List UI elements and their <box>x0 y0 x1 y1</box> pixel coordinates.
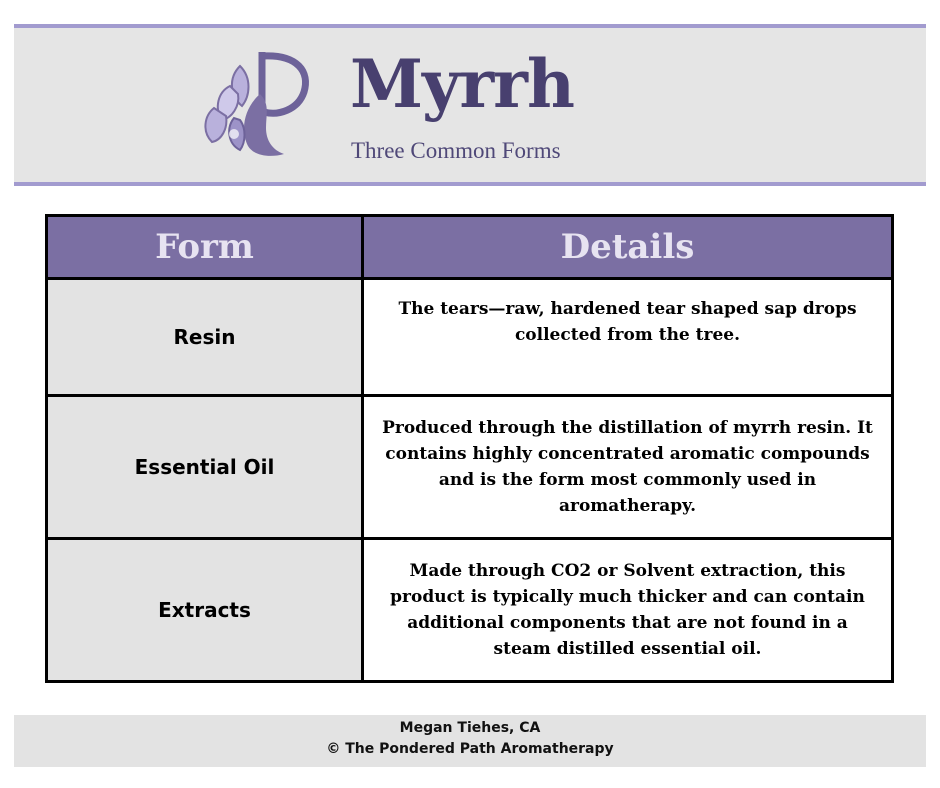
details-cell: The tears—raw, hardened tear shaped sap drops collected from the tree. <box>363 279 893 396</box>
form-cell: Resin <box>47 279 363 396</box>
table-row <box>47 539 893 682</box>
table-row <box>47 279 893 396</box>
footer <box>14 715 926 767</box>
footer-copyright: © The Pondered Path Aromatherapy <box>326 741 614 757</box>
header-banner <box>14 24 926 186</box>
table-row <box>47 396 893 539</box>
footer-author: Megan Tiehes, CA <box>399 720 541 736</box>
forms-table <box>45 214 894 683</box>
page-subtitle: Three Common Forms <box>351 138 561 163</box>
form-cell: Extracts <box>47 539 363 682</box>
table-header-row <box>47 216 893 279</box>
details-cell: Produced through the distillation of myrrh resin. It contains highly concentrated aromatic compounds and is the form most commonly used in aromatherapy. <box>363 396 893 539</box>
lotus-p-monogram-icon <box>200 50 312 162</box>
column-header-details: Details <box>363 216 893 279</box>
column-header-form: Form <box>47 216 363 279</box>
form-cell: Essential Oil <box>47 396 363 539</box>
page-title: Myrrh <box>350 45 574 123</box>
details-cell: Made through CO2 or Solvent extraction, this product is typically much thicker and can contain additional components that are not found in a steam distilled essential oil. <box>363 539 893 682</box>
